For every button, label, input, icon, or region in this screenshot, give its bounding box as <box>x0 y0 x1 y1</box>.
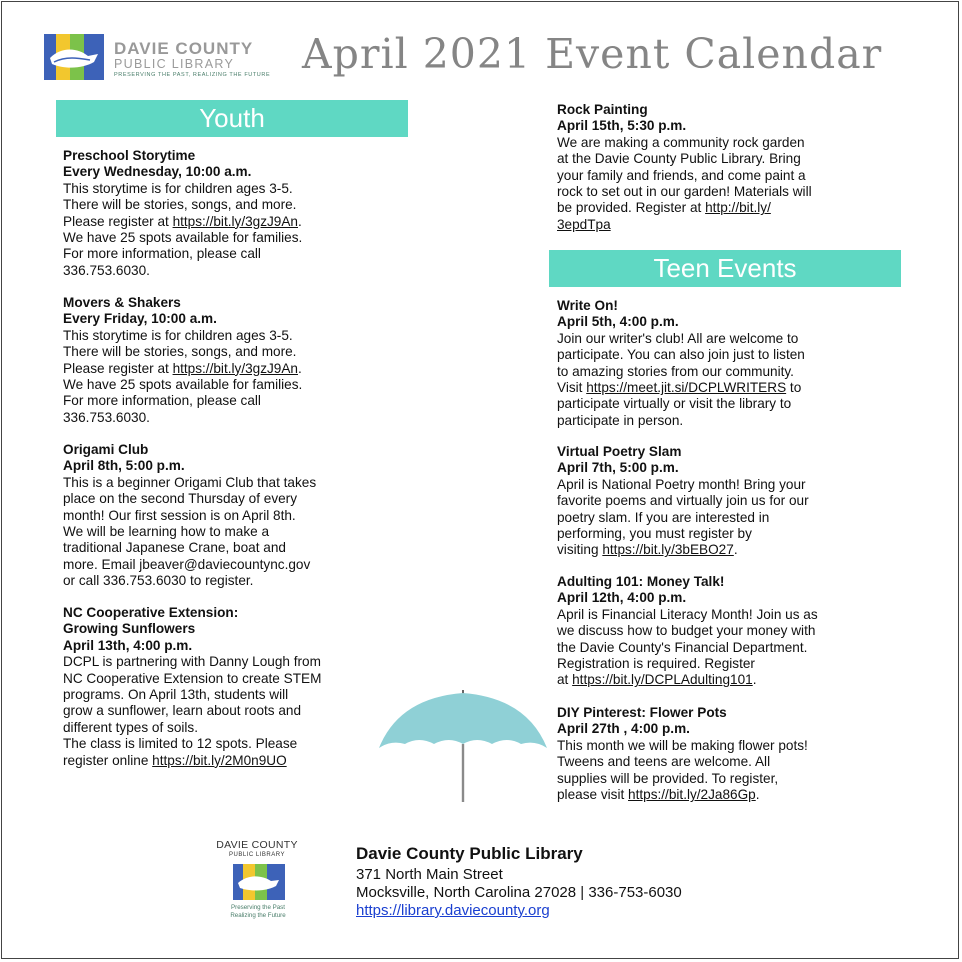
event-time: April 12th, 4:00 p.m. <box>557 590 687 606</box>
register-link[interactable]: https://bit.ly/DCPLAdulting101 <box>572 672 753 688</box>
event-text: supplies will be provided. To register, <box>557 770 779 786</box>
event-text: the Davie County's Financial Department. <box>557 639 808 655</box>
event-text: . <box>752 672 757 688</box>
event-text: at the Davie County Public Library. Bring <box>557 151 801 167</box>
event-text: or call 336.753.6030 to register. <box>63 573 254 589</box>
event-text: This is a beginner Origami Club that takes <box>63 474 317 490</box>
event-text: 336.753.6030. <box>63 262 150 278</box>
event-text: participate. You can also join just to listen <box>557 347 805 363</box>
library-logo-text <box>114 40 300 78</box>
event-text: We have 25 spots available for families. <box>63 377 303 393</box>
event-time: April 15th, 5:30 p.m. <box>557 118 687 134</box>
city-phone: Mocksville, North Carolina 27028 | 336-753-6030 <box>356 884 682 901</box>
register-link[interactable]: http://bit.ly/ <box>705 200 771 216</box>
event-text: We will be learning how to make a <box>63 524 270 540</box>
logo-line-2: PUBLIC LIBRARY <box>114 57 235 71</box>
event-time: Every Wednesday, 10:00 a.m. <box>63 164 252 180</box>
event-text: to <box>786 380 802 396</box>
event-text: . <box>298 213 302 229</box>
event-text: Please register at <box>63 360 173 376</box>
event-adulting-101 <box>557 574 912 689</box>
register-link[interactable]: https://bit.ly/3gzJ9An <box>172 213 298 229</box>
event-text: The class is limited to 12 spots. Please <box>63 736 298 752</box>
event-time: Every Friday, 10:00 a.m. <box>63 311 217 327</box>
event-text: rock to set out in our garden! Materials will <box>557 184 812 200</box>
event-origami-club <box>63 442 413 590</box>
event-text: Tweens and teens are welcome. All <box>557 754 771 770</box>
youth-banner: Youth <box>56 100 408 137</box>
event-text: please visit <box>557 787 629 803</box>
event-time: April 27th , 4:00 p.m. <box>557 721 690 737</box>
footer-library-logo <box>233 864 285 900</box>
event-text: your family and friends, and come paint a <box>557 167 806 183</box>
library-logo <box>44 34 104 80</box>
event-text: month! Our first session is on April 8th. <box>63 507 296 523</box>
event-text: at <box>557 672 573 688</box>
umbrella-icon <box>375 688 551 804</box>
event-text: There will be stories, songs, and more. <box>63 344 297 360</box>
event-text: participate virtually or visit the library to <box>557 396 792 412</box>
event-text: more. Email jbeaver@daviecountync.gov <box>63 556 311 572</box>
footer-logo-line-1: DAVIE COUNTY <box>216 839 298 851</box>
event-text: participate in person. <box>557 412 684 428</box>
event-title: Rock Painting <box>557 102 648 117</box>
event-time: April 5th, 4:00 p.m. <box>557 314 679 330</box>
event-text: programs. On April 13th, students will <box>63 687 289 703</box>
event-text: . <box>733 542 738 558</box>
event-text: We are making a community rock garden <box>557 134 805 150</box>
footer-address <box>356 844 682 920</box>
event-text: favorite poems and virtually join us for our <box>557 493 809 509</box>
event-time: April 8th, 5:00 p.m. <box>63 458 185 474</box>
event-growing-sunflowers <box>63 605 413 769</box>
event-text: grow a sunflower, learn about roots and <box>63 703 302 719</box>
event-time: April 13th, 4:00 p.m. <box>63 637 193 653</box>
event-title: Preschool Storytime <box>63 148 196 163</box>
event-text: Please register at <box>63 213 173 229</box>
event-diy-pinterest <box>557 705 912 803</box>
event-text: . <box>298 360 302 376</box>
event-text: Registration is required. Register <box>557 656 755 672</box>
event-text: traditional Japanese Crane, boat and <box>63 540 286 556</box>
event-time: April 7th, 5:00 p.m. <box>557 460 679 476</box>
event-text: We have 25 spots available for families. <box>63 230 303 246</box>
logo-tagline: PRESERVING THE PAST, REALIZING THE FUTURE <box>114 71 271 78</box>
event-text: NC Cooperative Extension to create STEM <box>63 670 322 686</box>
event-text: This storytime is for children ages 3-5. <box>63 180 293 196</box>
teen-events-banner: Teen Events <box>549 250 901 287</box>
meeting-link[interactable]: https://meet.jit.si/DCPLWRITERS <box>586 380 787 396</box>
website-link[interactable]: https://library.daviecounty.org <box>356 902 550 919</box>
event-text: For more information, please call <box>63 393 261 409</box>
event-text: DCPL is partnering with Danny Lough from <box>63 654 321 670</box>
footer-tagline-1: Preserving the Past <box>231 904 285 911</box>
register-link[interactable]: https://bit.ly/2M0n9UO <box>152 752 287 768</box>
footer-logo-tagline <box>206 904 310 919</box>
street-address: 371 North Main Street <box>356 866 503 883</box>
event-write-on <box>557 298 912 429</box>
register-link[interactable]: https://bit.ly/2Ja86Gp <box>628 787 756 803</box>
event-title: DIY Pinterest: Flower Pots <box>557 705 727 720</box>
event-title-2: Growing Sunflowers <box>63 621 196 637</box>
page-title: April 2021 Event Calendar <box>302 30 883 78</box>
library-name: Davie County Public Library <box>356 844 583 863</box>
event-text: There will be stories, songs, and more. <box>63 197 297 213</box>
footer-logo-text <box>206 839 308 858</box>
event-title: NC Cooperative Extension: <box>63 605 239 620</box>
event-title: Adulting 101: Money Talk! <box>557 574 725 589</box>
event-text: For more information, please call <box>63 246 261 262</box>
event-virtual-poetry-slam <box>557 444 912 559</box>
event-title: Origami Club <box>63 442 149 457</box>
event-text: Join our writer's club! All are welcome to <box>557 330 799 346</box>
event-text: April is National Poetry month! Bring your <box>557 476 806 492</box>
event-text: poetry slam. If you are interested in <box>557 509 770 525</box>
event-text: register online <box>63 752 153 768</box>
event-rock-painting <box>557 102 912 233</box>
event-text: April is Financial Literacy Month! Join us as <box>557 606 818 622</box>
event-text: we discuss how to budget your money with <box>557 623 816 639</box>
event-text: 336.753.6030. <box>63 409 150 425</box>
logo-line-1: DAVIE COUNTY <box>114 39 254 58</box>
event-text: This storytime is for children ages 3-5. <box>63 327 293 343</box>
footer-tagline-2: Realizing the Future <box>230 911 286 919</box>
event-text: . <box>755 787 760 803</box>
event-text: to amazing stories from our community. <box>557 363 794 379</box>
event-text: performing, you must register by <box>557 526 752 542</box>
event-movers-shakers <box>63 295 413 426</box>
event-title: Virtual Poetry Slam <box>557 444 682 459</box>
event-title: Write On! <box>557 298 618 313</box>
event-text: be provided. Register at <box>557 200 706 216</box>
event-text: visiting <box>557 542 603 558</box>
event-text: place on the second Thursday of every <box>63 491 298 507</box>
register-link[interactable]: https://bit.ly/3gzJ9An <box>172 360 298 376</box>
event-text: different types of soils. <box>63 719 199 735</box>
event-preschool-storytime <box>63 148 413 279</box>
register-link[interactable]: https://bit.ly/3bEBO27 <box>602 542 734 558</box>
footer-logo-line-2: PUBLIC LIBRARY <box>229 852 285 858</box>
event-text: Visit <box>557 380 587 396</box>
event-title: Movers & Shakers <box>63 295 181 310</box>
event-text: This month we will be making flower pots! <box>557 737 808 753</box>
register-link-cont[interactable]: 3epdTpa <box>557 216 611 232</box>
